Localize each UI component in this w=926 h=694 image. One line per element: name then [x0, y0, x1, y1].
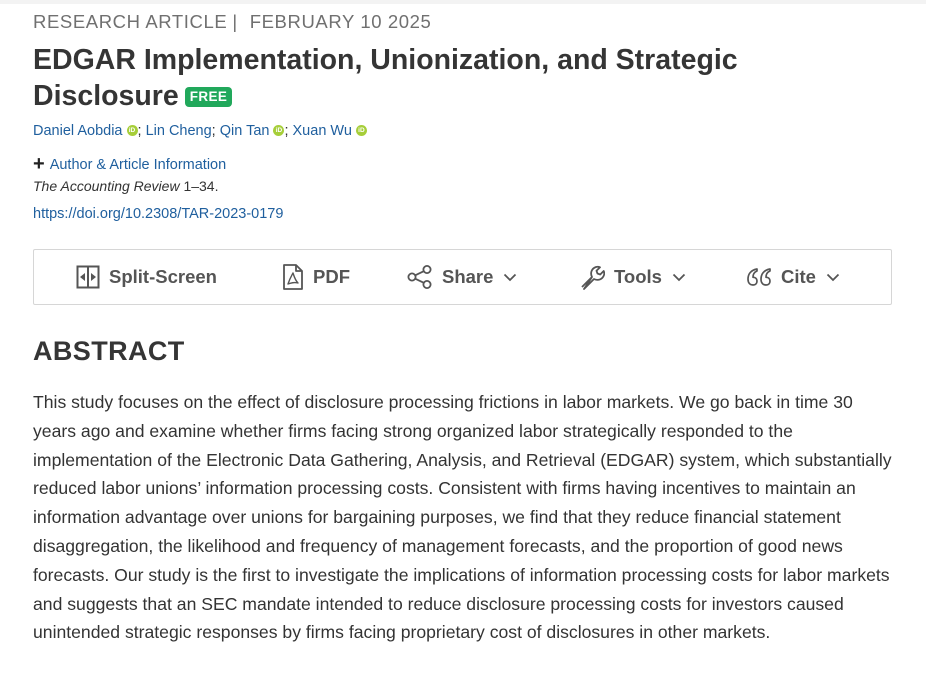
chevron-down-icon	[503, 273, 517, 282]
author-separator: ;	[284, 123, 293, 139]
article-meta	[33, 11, 431, 33]
plus-icon: +	[33, 153, 45, 175]
article-title	[33, 42, 873, 114]
pdf-file-icon	[282, 264, 304, 290]
author-info-toggle[interactable]	[33, 153, 226, 176]
share-icon	[407, 265, 433, 289]
free-badge: FREE	[185, 87, 233, 107]
share-dropdown[interactable]	[407, 250, 517, 304]
quote-icon	[746, 266, 772, 288]
tools-label: Tools	[614, 266, 662, 287]
publication-date: FEBRUARY 10 2025	[249, 11, 432, 32]
author-separator: ;	[211, 123, 220, 139]
tools-dropdown[interactable]	[579, 250, 686, 304]
abstract-heading: ABSTRACT	[33, 336, 185, 366]
author-link-aobdia[interactable]: Daniel Aobdia	[33, 123, 123, 139]
top-bar	[0, 0, 926, 4]
cite-dropdown[interactable]	[746, 250, 840, 304]
author-link-cheng[interactable]: Lin Cheng	[145, 123, 212, 139]
journal-citation	[33, 178, 219, 194]
split-screen-label: Split-Screen	[109, 266, 217, 287]
meta-separator: |	[232, 11, 238, 32]
article-toolbar	[33, 249, 892, 305]
split-screen-icon	[76, 265, 100, 289]
split-screen-button[interactable]	[76, 250, 217, 304]
orcid-icon[interactable]: iD	[356, 125, 367, 136]
author-link-wu[interactable]: Xuan Wu	[292, 123, 352, 139]
author-separator: ;	[137, 123, 146, 139]
pdf-label: PDF	[313, 266, 350, 287]
article-type: RESEARCH ARTICLE	[33, 11, 228, 32]
journal-name: The Accounting Review	[33, 178, 180, 194]
share-label: Share	[442, 266, 494, 287]
chevron-down-icon	[672, 273, 686, 282]
orcid-icon[interactable]: iD	[127, 125, 138, 136]
cite-label: Cite	[781, 266, 816, 287]
chevron-down-icon	[826, 273, 840, 282]
author-list	[33, 123, 367, 139]
orcid-icon[interactable]: iD	[273, 125, 284, 136]
author-info-label: Author & Article Information	[49, 157, 227, 173]
journal-pages: 1–34.	[179, 178, 219, 194]
pdf-button[interactable]	[282, 250, 350, 304]
doi-link[interactable]: https://doi.org/10.2308/TAR-2023-0179	[33, 206, 284, 222]
article-title-text: EDGAR Implementation, Unionization, and Strategic Disclosure	[33, 44, 738, 112]
abstract-text: This study focuses on the effect of disclosure processing frictions in labor markets. We go back in time 30 years ago and examine whether firms facing strong organized labor strategically responded to the implementation of the Electronic Data Gathering, Analysis, and Retrieval (EDGAR) system, which substantially reduced labor unions’ information processing costs. Consistent with firms having incentives to maintain an information advantage over unions for bargaining purposes, we find that they reduce financial statement disaggregation, the likelihood and frequency of management forecasts, and the proportion of good news forecasts. Our study is the first to investigate the implications of information processing costs for labor markets and suggests that an SEC mandate intended to reduce disclosure processing costs for investors caused unintended strategic responses by firms facing proprietary cost of disclosures in other markets.	[33, 392, 892, 643]
wrench-icon	[579, 264, 605, 290]
author-link-tan[interactable]: Qin Tan	[219, 123, 270, 139]
